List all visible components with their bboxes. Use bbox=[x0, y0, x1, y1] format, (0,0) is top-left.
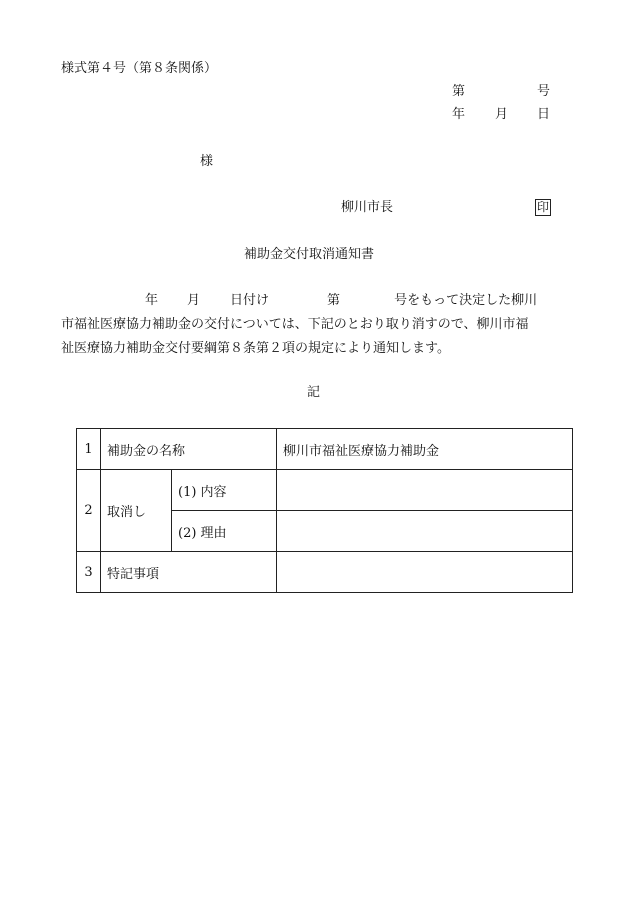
body-year: 年 bbox=[145, 293, 159, 308]
table-row bbox=[77, 429, 573, 470]
row-value bbox=[277, 470, 573, 511]
ki-heading: 記 bbox=[307, 385, 321, 400]
addressee-honorific: 様 bbox=[200, 154, 214, 169]
body-paragraph bbox=[61, 289, 571, 361]
row-number: 2 bbox=[77, 470, 101, 552]
details-table bbox=[76, 428, 573, 593]
row-sub-label: (2) 理由 bbox=[172, 511, 277, 552]
row-label: 取消し bbox=[101, 470, 172, 552]
row-value bbox=[277, 552, 573, 593]
table-row bbox=[77, 552, 573, 593]
row-label: 特記事項 bbox=[101, 552, 277, 593]
seal-mark bbox=[535, 199, 551, 216]
issuer-title: 柳川市長 bbox=[341, 200, 394, 215]
row-label: 補助金の名称 bbox=[101, 429, 277, 470]
body-line-3: 祉医療協力補助金交付要綱第８条第２項の規定により通知します。 bbox=[61, 341, 450, 356]
body-month: 月 bbox=[187, 293, 201, 308]
form-label: 様式第４号（第８条関係） bbox=[61, 61, 218, 76]
document-title: 補助金交付取消通知書 bbox=[244, 247, 375, 262]
seal-char: 印 bbox=[537, 200, 550, 214]
date-day: 日 bbox=[537, 107, 551, 122]
body-line-1-rest: 号をもって決定した柳川 bbox=[394, 293, 538, 308]
doc-number-suffix: 号 bbox=[537, 84, 551, 99]
row-number: 3 bbox=[77, 552, 101, 593]
doc-number-prefix: 第 bbox=[452, 84, 466, 99]
table-row bbox=[77, 470, 573, 511]
row-value bbox=[277, 511, 573, 552]
body-day: 日付け bbox=[230, 293, 270, 308]
date-year: 年 bbox=[452, 107, 466, 122]
row-value: 柳川市福祉医療協力補助金 bbox=[277, 429, 573, 470]
row-number: 1 bbox=[77, 429, 101, 470]
body-number-prefix: 第 bbox=[327, 293, 341, 308]
body-line-2: 市福祉医療協力補助金の交付については、下記のとおり取り消すので、柳川市福 bbox=[61, 317, 529, 332]
row-sub-label: (1) 内容 bbox=[172, 470, 277, 511]
body-line-1 bbox=[61, 289, 571, 313]
date-month: 月 bbox=[495, 107, 509, 122]
